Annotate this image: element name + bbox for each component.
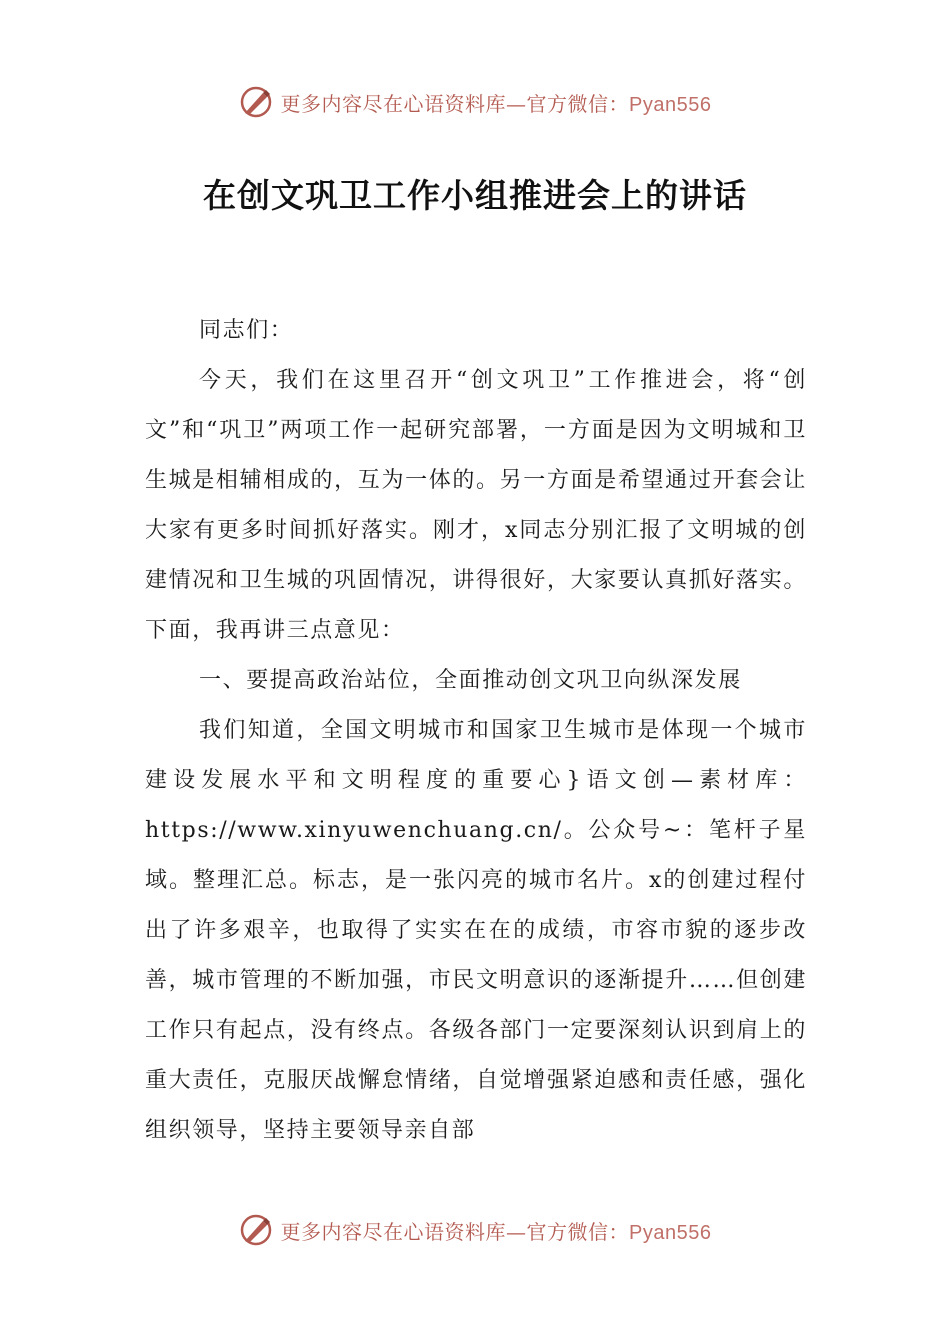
footer-watermark [0,1210,950,1250]
document-body [145,306,807,1156]
pen-logo-icon [239,85,273,119]
pen-logo-icon [239,1213,273,1247]
paragraph-section-1: 我们知道，全国文明城市和国家卫生城市是体现一个城市建设发展水平和文明程度的重要心}语文创—素材库：https://www.xinyuwenchuang.cn/。公众号~：笔杆子星域。整理汇总。标志，是一张闪亮的城市名片。x的创建过程付出了许多艰辛，也取得了实实在在的成绩，市容市貌的逐步改善，城市管理的不断加强，市民文明意识的逐渐提升……但创建工作只有起点，没有终点。各级各部门一定要深刻认识到肩上的重大责任，克服厌战懈怠情绪，自觉增强紧迫感和责任感，强化组织领导，坚持主要领导亲自部 [145,718,807,1143]
paragraph-intro: 今天，我们在这里召开“创文巩卫”工作推进会，将“创文”和“巩卫”两项工作一起研究部署，一方面是因为文明城和卫生城是相辅相成的，互为一体的。另一方面是希望通过开套会让大家有更多时间抓好落实。刚才，x同志分别汇报了文明城的创建情况和卫生城的巩固情况，讲得很好，大家要认真抓好落实。下面，我再讲三点意见： [145,368,807,643]
header-watermark [0,82,950,122]
section-heading-1: 一、要提高政治站位，全面推动创文巩卫向纵深发展 [199,668,742,693]
salutation: 同志们： [199,318,294,343]
watermark-text: 更多内容尽在心语资料库—官方微信：Pyan556 [280,1219,712,1244]
watermark-text: 更多内容尽在心语资料库—官方微信：Pyan556 [280,91,712,116]
document-title: 在创文巩卫工作小组推进会上的讲话 [203,176,747,215]
